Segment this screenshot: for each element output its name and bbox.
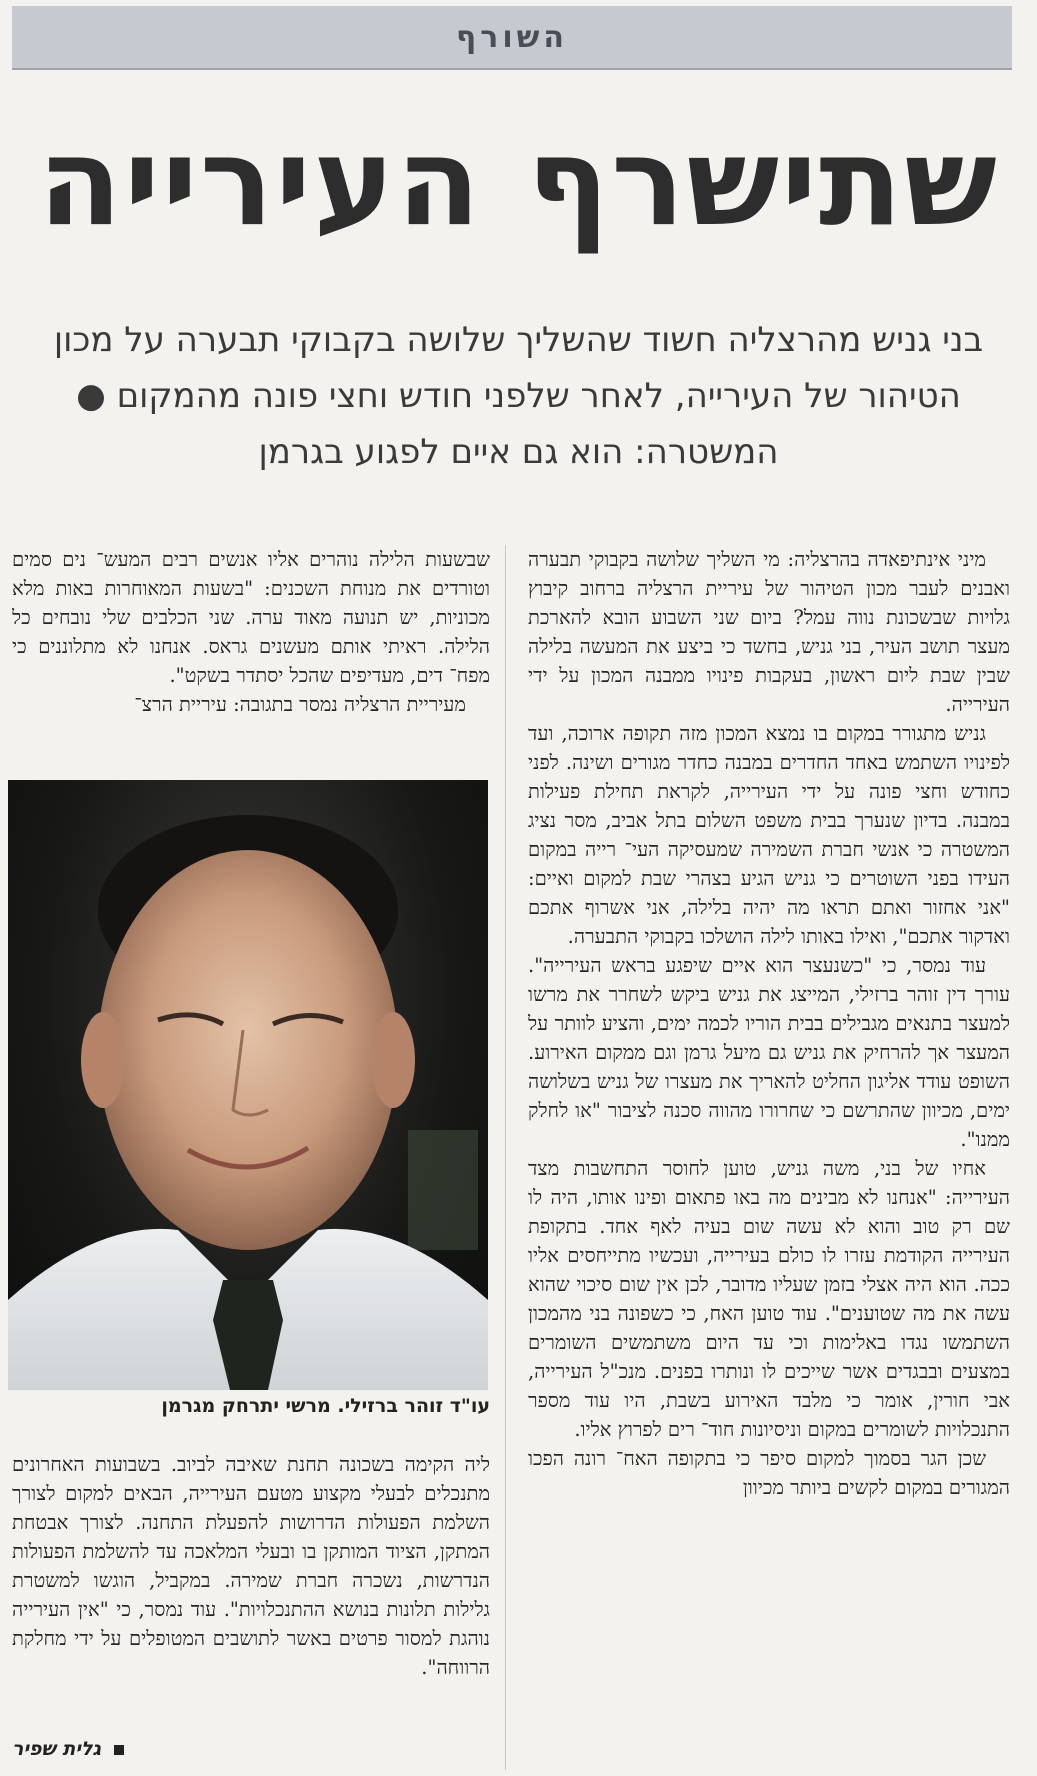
portrait-illustration xyxy=(8,780,488,1390)
article-paragraph: ליה הקימה בשכונה תחנת שאיבה לביוב. בשבועות האחרונים מתנכלים לבעלי מקצוע מטעם העירייה, הבאים למקום לצורך השלמת הפעולות הדרושות להפעלת התחנה. לצורך אבטחת המתקן, הציוד המותקן בו ובעלי המלאכה עד להשלמת הפעולות הנדרשות, נשכרה חברת שמירה. במקביל, הוגשו למשטרת גלילות תלונות בנושא ההתנכלויות". עוד נמסר, כי "אין העירייה נוהגת למסור פרטים באשר לתושבים המטופלים על ידי מחלקת הרווחה". xyxy=(12,1453,490,1679)
article-paragraph: אחיו של בני, משה גניש, טוען לחוסר התחשבות מצד העירייה: "אנחנו לא מבינים מה באו פתאום ופינו אותו, היה לו שם רק טוב והוא לא עשה שום בעיה לאף אחד. בתקופת העירייה הקודמת עזרו לו כולם בעירייה, ועכשיו מתייחסים אליו ככה. הוא היה אצלי בזמן שעליו מדובר, לכן אין שום סיכוי שהוא עשה את מה שטוענים". עוד טוען האח, כי כשפונה בני מהמכון השתמשו נגדו באלימות וכי עד היום משתמשים השומרים במצעים ובבגדים אשר שייכים לו ונותרו בפנים. מנכ"ל העירייה, אבי חורין, אומר כי מלבד האירוע בשבת, היו עוד מספר התנכלויות לשומרים במקום וניסיונות חוד־ רים לפרוץ אליו. xyxy=(528,1157,1010,1441)
article-paragraph: מעיריית הרצליה נמסר בתגובה: עיריית הרצ־ xyxy=(134,693,466,716)
photo-caption: עו"ד זוהר ברזילי. מרשי יתרחק מגרמן xyxy=(161,1395,490,1417)
article-column-right xyxy=(528,545,1010,1770)
section-label: השורף xyxy=(456,19,568,55)
column-divider xyxy=(505,545,506,1770)
article-paragraph: שכן הגר בסמוך למקום סיפר כי בתקופה האח־ רונה הפכו המגורים במקום לקשים ביותר מכיוון xyxy=(528,1447,1010,1499)
byline xyxy=(12,1738,490,1760)
article-paragraph: עוד נמסר, כי "כשנעצר הוא איים שיפגע בראש העירייה". עורך דין זוהר ברזילי, המייצג את גניש ביקש לשחרר את מרשו למעצר בתנאים מגבילים בבית הוריו לכמה ימים, והציע לוותר על המעצר אך להרחיק את גניש גם מיעל גרמן וגם ממקום האירוע. השופט עודד אליגון החליט להאריך את מעצרו של גניש בשלושה ימים, מכיוון שהתרשם כי שחרורו מהווה סכנה לציבור "או לחלק ממנו". xyxy=(528,954,1010,1151)
subheadline-line: בני גניש מהרצליה חשוד שהשליך שלושה בקבוקי תבערה על מכון xyxy=(53,320,984,360)
subheadline-line: המשטרה: הוא גם איים לפגוע בגרמן xyxy=(258,432,779,472)
subheadline xyxy=(30,312,1007,480)
article-column-left-bottom xyxy=(12,1450,490,1725)
article-paragraph: מיני אינתיפאדה בהרצליה: מי השליך שלושה בקבוקי תבערה ואבנים לעבר מכון הטיהור של עיריית הרצליה ברחוב קיבוץ גלויות שבשכונת נווה עמל? ביום שני השבוע הובא להארכת מעצר תושב העיר, בני גניש, בחשד כי ביצע את המעשה בלילה שבין שבת ליום ראשון, בעקבות פינויו ממבנה המכון על ידי העירייה. xyxy=(528,548,1010,716)
headline: שתישרף העירייה xyxy=(38,111,999,253)
section-header-bar xyxy=(12,6,1012,70)
byline-author: גלית שפיר xyxy=(12,1738,101,1760)
article-column-left-top xyxy=(12,545,490,730)
portrait-photo xyxy=(8,780,488,1390)
byline-square-icon xyxy=(114,1745,124,1755)
article-paragraph: שבשעות הלילה נוהרים אליו אנשים רבים המעש־ נים סמים וטורדים את מנוחת השכנים: "בשעות המאוחרות באות מלא מכוניות, יש תנועה מאוד ערה. שני הכלבים שלי נובחים כל הלילה. ראיתי אותם מעשנים גראס. אנחנו לא מתלוננים כי מפח־ דים, מעדיפים שהכל יסתדר בשקט". xyxy=(12,548,490,687)
article-paragraph: גניש מתגורר במקום בו נמצא המכון מזה תקופה ארוכה, ועד לפינויו השתמש באחד החדרים במבנה כחדר מגורים ושינה. לפני כחודש וחצי פונה על ידי העירייה, לקראת תחילת פעילות במבנה. בדיון שנערך בבית משפט השלום בתל אביב, מסר נציג המשטרה כי אנשי חברת השמירה שמעסיקה העי־ רייה במקום העידו בפני השוטרים כי גניש הגיע בצהרי שבת למקום ואיים: "אני אחזור ואתם תראו מה יהיה בלילה, אני אשרוף אתכם ואדקור אתכם", ואילו באותו לילה הושלכו בקבוקי התבערה. xyxy=(528,722,1010,948)
subheadline-line: הטיהור של העירייה, לאחר שלפני חודש וחצי פונה מהמקום ● xyxy=(76,376,961,416)
